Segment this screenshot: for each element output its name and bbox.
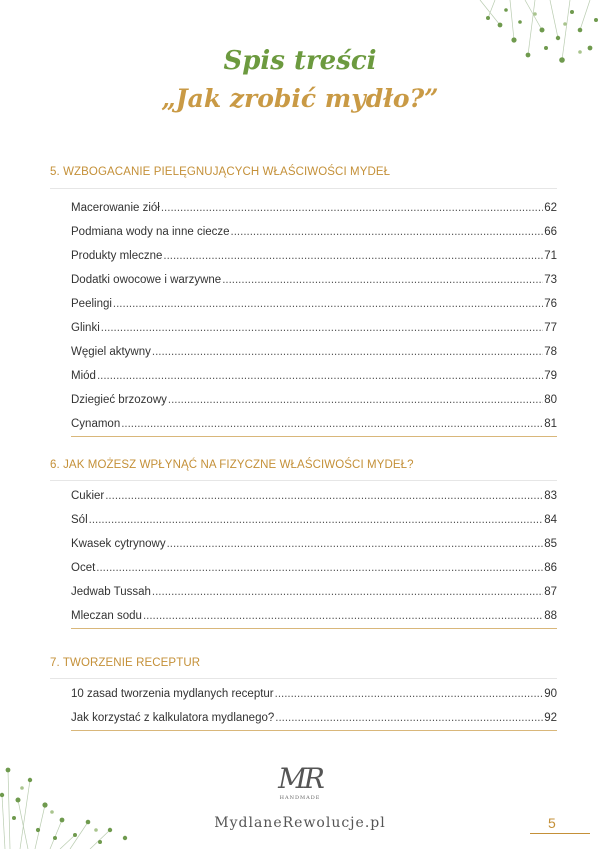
- toc-entry[interactable]: Ocet ..... 86: [71, 562, 557, 574]
- section-end-line: [71, 628, 557, 629]
- toc-entry[interactable]: Cukier ..... 83: [71, 490, 557, 502]
- toc-entry[interactable]: Kwasek cytrynowy ..... 85: [71, 538, 557, 550]
- toc-entry[interactable]: Jedwab Tussah ..... 87: [71, 586, 557, 598]
- toc-entry[interactable]: 10 zasad tworzenia mydlanych receptur ..... 90: [71, 688, 557, 700]
- logo-monogram: MR: [278, 762, 322, 795]
- page-subtitle: „Jak zrobić mydło?”: [161, 84, 439, 113]
- section-divider: [50, 480, 557, 481]
- site-name[interactable]: MydlaneRewolucje.pl: [214, 815, 386, 831]
- toc-entry[interactable]: Macerowanie ziół ..... 62: [71, 202, 557, 214]
- section-heading: 7. TWORZENIE RECEPTUR: [50, 657, 201, 669]
- section-end-line: [71, 436, 557, 437]
- page-number: 5: [548, 815, 556, 831]
- section-heading: 6. JAK MOŻESZ WPŁYNĄĆ NA FIZYCZNE WŁAŚCIWOŚCI MYDEŁ?: [50, 459, 414, 471]
- toc-entry[interactable]: Peelingi ..... 76: [71, 298, 557, 310]
- toc-entry[interactable]: Cynamon ..... 81: [71, 418, 557, 430]
- toc-entry[interactable]: Miód ..... 79: [71, 370, 557, 382]
- section-divider: [50, 188, 557, 189]
- toc-entry[interactable]: Dodatki owocowe i warzywne ..... 73: [71, 274, 557, 286]
- section-heading: 5. WZBOGACANIE PIELĘGNUJĄCYCH WŁAŚCIWOŚCI MYDEŁ: [50, 166, 391, 178]
- logo-subtext: HANDMADE: [279, 795, 321, 801]
- toc-entry[interactable]: Mleczan sodu ..... 88: [71, 610, 557, 622]
- section-divider: [50, 678, 557, 679]
- toc-entry[interactable]: Produkty mleczne ..... 71: [71, 250, 557, 262]
- page-title: Spis treści: [223, 46, 377, 76]
- toc-entry[interactable]: Podmiana wody na inne ciecze ..... 66: [71, 226, 557, 238]
- section-end-line: [71, 730, 557, 731]
- toc-entry[interactable]: Węgiel aktywny ..... 78: [71, 346, 557, 358]
- toc-entry[interactable]: Glinki ..... 77: [71, 322, 557, 334]
- toc-entry[interactable]: Dziegieć brzozowy ..... 80: [71, 394, 557, 406]
- toc-entry[interactable]: Sól ..... 84: [71, 514, 557, 526]
- toc-entry[interactable]: Jak korzystać z kalkulatora mydlanego? ..... 92: [71, 712, 557, 724]
- page-number-underline: [530, 833, 590, 834]
